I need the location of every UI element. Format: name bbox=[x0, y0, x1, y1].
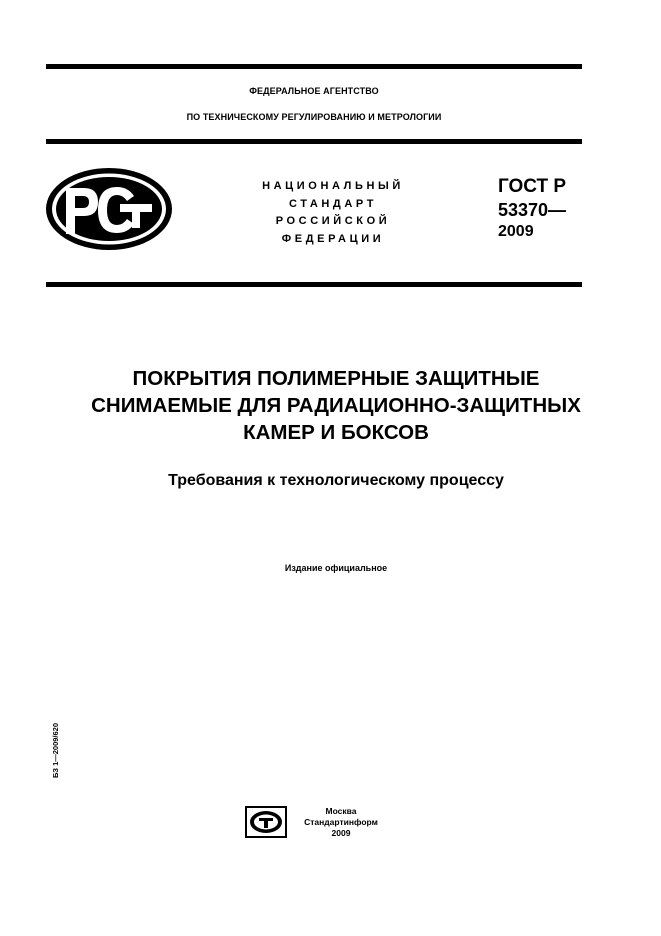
edition-label: Издание официальное bbox=[284, 563, 388, 573]
agency-line-1: ФЕДЕРАЛЬНОЕ АГЕНТСТВО bbox=[249, 86, 379, 96]
document-title bbox=[46, 365, 626, 446]
title-line-3: КАМЕР И БОКСОВ bbox=[243, 421, 429, 444]
title-line-1: ПОКРЫТИЯ ПОЛИМЕРНЫЕ ЗАЩИТНЫЕ bbox=[132, 367, 540, 390]
gost-year: 2009 bbox=[498, 223, 534, 240]
publisher-info bbox=[296, 806, 386, 839]
national-line-1: НАЦИОНАЛЬНЫЙ bbox=[262, 180, 404, 192]
agency-line-2: ПО ТЕХНИЧЕСКОМУ РЕГУЛИРОВАНИЮ И МЕТРОЛОГИИ bbox=[186, 112, 442, 122]
gost-label: ГОСТ Р bbox=[498, 176, 567, 197]
standartinform-logo-icon bbox=[245, 806, 287, 838]
gost-number: 53370— bbox=[498, 200, 567, 220]
publisher-name: Стандартинформ bbox=[304, 817, 378, 827]
middle-rule bbox=[46, 139, 582, 144]
side-code: БЗ 1—2009/620 bbox=[51, 722, 60, 778]
top-rule bbox=[46, 64, 582, 69]
national-standard-label bbox=[238, 178, 428, 248]
title-line-2: СНИМАЕМЫЕ ДЛЯ РАДИАЦИОННО-ЗАЩИТНЫХ bbox=[91, 394, 581, 417]
rst-mark-icon bbox=[44, 166, 174, 252]
gost-designation bbox=[498, 176, 566, 241]
national-line-4: ФЕДЕРАЦИИ bbox=[281, 232, 385, 245]
bottom-rule bbox=[46, 282, 582, 287]
national-line-2: СТАНДАРТ bbox=[288, 197, 378, 210]
document-subtitle: Требования к технологическому процессу bbox=[168, 472, 504, 489]
publisher-city: Москва bbox=[325, 806, 357, 816]
national-line-3: РОССИЙСКОЙ bbox=[275, 215, 391, 227]
publisher-year: 2009 bbox=[331, 828, 351, 838]
